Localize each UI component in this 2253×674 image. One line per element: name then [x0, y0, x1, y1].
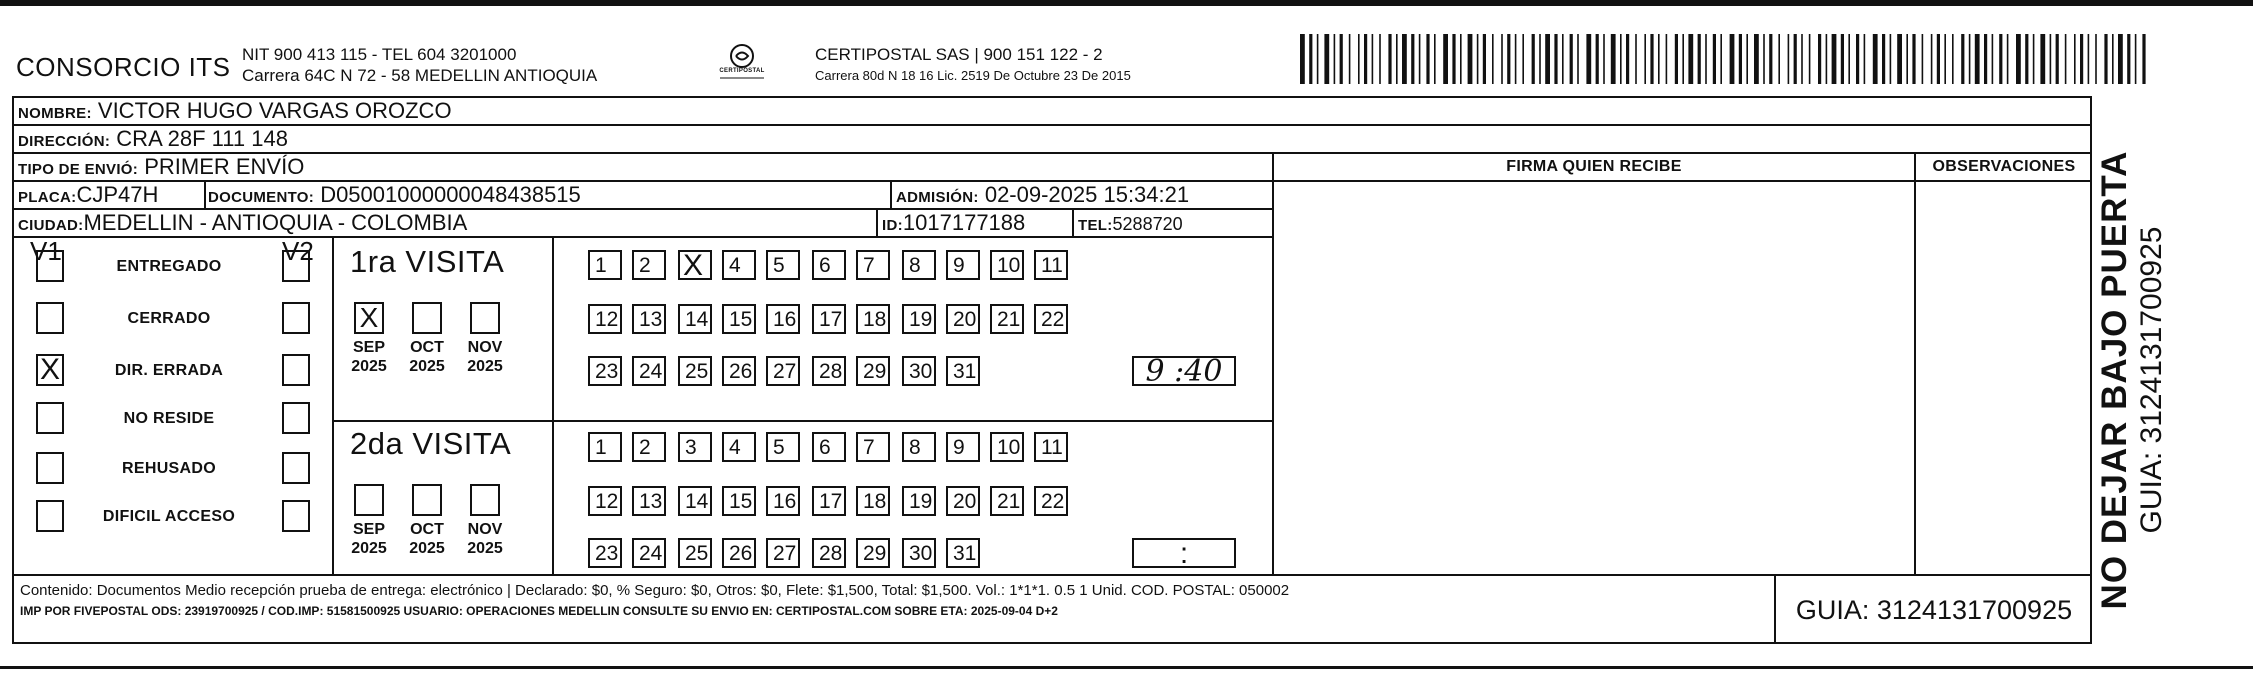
v2-checkbox[interactable] [282, 500, 310, 532]
barcode-bar [1468, 34, 1473, 84]
barcode-bar [1705, 34, 1707, 84]
day-box[interactable]: 16 [766, 486, 800, 516]
day-box[interactable]: 14 [678, 304, 712, 334]
id-cell [882, 210, 1025, 238]
barcode-bar [1562, 34, 1564, 84]
barcode-bar [1626, 34, 1629, 84]
barcode-bar [1931, 34, 1933, 84]
day-box[interactable]: X [678, 250, 712, 280]
day-box[interactable]: 25 [678, 356, 712, 386]
day-box[interactable]: 18 [856, 304, 890, 334]
barcode-bar [1515, 34, 1517, 84]
day-box[interactable]: 30 [902, 356, 936, 386]
side-notice [2095, 120, 2220, 640]
barcode-bar [2088, 34, 2090, 84]
time-box[interactable]: 9 :40 [1132, 356, 1236, 386]
day-box[interactable]: 11 [1034, 432, 1068, 462]
day-box[interactable]: 21 [990, 486, 1024, 516]
day-box[interactable]: 7 [856, 432, 890, 462]
barcode-bar [2080, 34, 2083, 84]
v1-checkbox[interactable]: X [36, 354, 64, 386]
barcode-bar [1452, 34, 1455, 84]
nombre-value: VICTOR HUGO VARGAS OROZCO [97, 98, 452, 123]
barcode-bar [1492, 34, 1494, 84]
barcode-bar [1658, 34, 1660, 84]
v1-header: V1 [30, 236, 62, 266]
day-box[interactable]: 18 [856, 486, 890, 516]
guia-number: GUIA: 3124131700925 [1774, 576, 2092, 644]
barcode-bar [1586, 34, 1591, 84]
day-box[interactable]: 21 [990, 304, 1024, 334]
barcode-bar [1746, 34, 1748, 84]
day-box[interactable]: 23 [588, 538, 622, 568]
month-checkbox[interactable] [470, 484, 500, 516]
barcode [1300, 34, 2150, 84]
tipo-value: PRIMER ENVÍO [144, 154, 305, 179]
barcode-bar [1644, 34, 1646, 84]
barcode-bar [1952, 34, 1954, 84]
barcode-bar [1769, 34, 1772, 84]
address-line: Carrera 64C N 72 - 58 MEDELLIN ANTIOQUIA [242, 66, 598, 85]
day-box[interactable]: 19 [902, 486, 936, 516]
admision-label: ADMISIÓN: [896, 189, 979, 206]
barcode-bar [2016, 34, 2021, 84]
v2-checkbox[interactable] [282, 452, 310, 484]
day-box[interactable]: 16 [766, 304, 800, 334]
barcode-bar [1666, 34, 1668, 84]
tel-cell [1078, 210, 1183, 238]
barcode-bar [1483, 34, 1486, 84]
day-box[interactable]: 10 [990, 250, 1024, 280]
month-name: NOV [467, 521, 503, 538]
barcode-bar [1713, 34, 1716, 84]
barcode-bar [1937, 34, 1940, 84]
bottom-border [0, 666, 2253, 669]
day-box[interactable]: 27 [766, 356, 800, 386]
barcode-bar [2112, 34, 2114, 84]
barcode-bar [1349, 34, 1351, 84]
logo-text: CERTIPOSTAL [719, 68, 765, 74]
day-box[interactable]: 27 [766, 538, 800, 568]
admision-value: 02-09-2025 15:34:21 [984, 182, 1190, 207]
status-label: CERRADO [127, 310, 211, 327]
row-direccion [14, 126, 2090, 154]
company-info [242, 44, 597, 86]
v2-checkbox[interactable] [282, 354, 310, 386]
status-label: DIFICIL ACCESO [102, 508, 236, 525]
day-box[interactable]: 29 [856, 356, 890, 386]
month-year: 2025 [467, 358, 503, 375]
footer-imp: IMP POR FIVEPOSTAL ODS: 23919700925 / COD.IMP: 51581500925 USUARIO: OPERACIONES MEDELLIN CONSULTE SU ENVIO EN: CERTIPOSTAL.COM SOBRE ETA: 2025-09-04 D+2 [20, 604, 1058, 618]
visit-title: 1ra VISITA [350, 244, 505, 279]
barcode-bar [1379, 34, 1381, 84]
day-box[interactable]: 12 [588, 304, 622, 334]
barcode-bar [1882, 34, 1885, 84]
day-box[interactable]: 7 [856, 250, 890, 280]
v2-checkbox[interactable] [282, 250, 310, 282]
status-label: ENTREGADO [116, 258, 222, 275]
barcode-bar [1426, 34, 1429, 84]
ciudad-value: MEDELLIN - ANTIOQUIA - COLOMBIA [83, 210, 468, 235]
day-box[interactable]: 3 [678, 432, 712, 462]
barcode-bar [2135, 34, 2137, 84]
day-box[interactable]: 31 [946, 356, 980, 386]
top-border [0, 0, 2253, 6]
barcode-bar [1890, 34, 1892, 84]
direccion-label: DIRECCIÓN: [18, 133, 111, 150]
barcode-bar [1848, 34, 1850, 84]
day-box[interactable]: 23 [588, 356, 622, 386]
barcode-bar [2074, 34, 2076, 84]
firma-header: FIRMA QUIEN RECIBE [1506, 158, 1682, 175]
barcode-bar [1984, 34, 1987, 84]
barcode-bar [1961, 34, 1964, 84]
barcode-bar [1841, 34, 1844, 84]
row-ciudad [14, 210, 1274, 238]
barcode-bar [1507, 34, 1510, 84]
day-box[interactable]: 5 [766, 250, 800, 280]
nombre-label: NOMBRE: [18, 105, 92, 122]
month-checkbox[interactable] [412, 302, 442, 334]
status-label: NO RESIDE [123, 410, 215, 427]
barcode-bar [1794, 34, 1797, 84]
month-checkbox[interactable] [470, 302, 500, 334]
day-box[interactable]: 6 [812, 250, 846, 280]
month-year: 2025 [409, 540, 445, 557]
barcode-bar [2040, 34, 2045, 84]
barcode-bar [1801, 34, 1803, 84]
side-guia-text: GUIA: 3124131700925 [2135, 226, 2168, 534]
status-label: DIR. ERRADA [114, 362, 224, 379]
barcode-bar [1501, 34, 1503, 84]
barcode-bar [1739, 34, 1742, 84]
month-year: 2025 [351, 358, 387, 375]
barcode-bar [1532, 34, 1535, 84]
divider-visit-title [552, 238, 554, 576]
certi-line: CERTIPOSTAL SAS | 900 151 122 - 2 [815, 45, 1103, 64]
barcode-bar [1477, 34, 1479, 84]
barcode-bar [1340, 34, 1343, 84]
barcode-bar [1309, 34, 1312, 84]
barcode-bar [1620, 34, 1622, 84]
barcode-bar [1688, 34, 1693, 84]
day-box[interactable]: 6 [812, 432, 846, 462]
barcode-bar [2104, 34, 2107, 84]
barcode-bar [1856, 34, 1859, 84]
divider-placa [204, 182, 206, 210]
barcode-bar [1364, 34, 1367, 84]
barcode-bar [1434, 34, 1436, 84]
month-checkbox[interactable] [412, 484, 442, 516]
barcode-bar [1912, 34, 1915, 84]
day-box[interactable]: 22 [1034, 486, 1068, 516]
barcode-bar [1372, 34, 1374, 84]
divider-admision [890, 182, 892, 210]
day-box[interactable]: 14 [678, 486, 712, 516]
day-box[interactable]: 11 [1034, 250, 1068, 280]
tel-value: 5288720 [1112, 214, 1183, 234]
barcode-bar [1554, 34, 1557, 84]
barcode-bar [2056, 34, 2059, 84]
barcode-bar [1334, 34, 1336, 84]
barcode-bar [1358, 34, 1360, 84]
divider-status [332, 238, 334, 576]
v2-checkbox[interactable] [282, 402, 310, 434]
barcode-bar [1443, 34, 1448, 84]
month-checkbox[interactable] [354, 484, 384, 516]
barcode-bar [1864, 34, 1866, 84]
nit-line: NIT 900 413 115 - TEL 604 3201000 [242, 45, 517, 64]
v1-checkbox[interactable] [36, 250, 64, 282]
id-label: ID: [882, 217, 903, 234]
company-name: CONSORCIO ITS [16, 52, 231, 82]
barcode-bar [1396, 34, 1398, 84]
barcode-bar [1611, 34, 1616, 84]
barcode-bar [1545, 34, 1550, 84]
barcode-bar [2050, 34, 2052, 84]
month-year: 2025 [409, 358, 445, 375]
divider-id [876, 210, 878, 238]
day-box[interactable]: 13 [632, 486, 666, 516]
row-placa [14, 182, 1274, 210]
day-box[interactable]: 28 [812, 538, 846, 568]
placa-label: PLACA: [18, 189, 77, 206]
barcode-bar [1975, 34, 1980, 84]
barcode-bar [1300, 34, 1305, 84]
barcode-bar [1992, 34, 1994, 84]
v1-checkbox[interactable] [36, 452, 64, 484]
day-box[interactable]: 30 [902, 538, 936, 568]
day-box[interactable]: 2 [632, 250, 666, 280]
barcode-bar [1999, 34, 2002, 84]
barcode-bar [1906, 34, 1908, 84]
day-box[interactable]: 4 [722, 250, 756, 280]
barcode-bar [2033, 34, 2035, 84]
month-year: 2025 [351, 540, 387, 557]
day-box[interactable]: 2 [632, 432, 666, 462]
day-box[interactable]: 9 [946, 250, 980, 280]
barcode-bar [1570, 34, 1573, 84]
month-name: SEP [352, 339, 385, 356]
day-box[interactable]: 15 [722, 304, 756, 334]
barcode-bar [1698, 34, 1701, 84]
footer-contenido: Contenido: Documentos Medio recepción prueba de entrega: electrónico | Declarado: $0, % Seguro: $0, Otros: $0, Flete: $1,500, Total: $1,500. Vol.: 1*1*1. 0.5 1 Unid. COD. POSTAL: 050002 [20, 582, 1290, 599]
barcode-bar [2118, 34, 2123, 84]
day-box[interactable]: 13 [632, 304, 666, 334]
barcode-bar [1809, 34, 1811, 84]
documento-value: D05001000000048438515 [320, 182, 581, 207]
row-nombre [14, 98, 2090, 126]
status-label: REHUSADO [122, 460, 216, 477]
divider-firma [1272, 154, 1274, 576]
barcode-bar [1778, 34, 1780, 84]
barcode-bar [2127, 34, 2130, 84]
day-box[interactable]: 26 [722, 356, 756, 386]
day-box[interactable]: 8 [902, 250, 936, 280]
barcode-bar [1324, 34, 1329, 84]
placa-value: CJP47H [76, 182, 159, 207]
month-name: OCT [410, 339, 444, 356]
barcode-bar [1402, 34, 1407, 84]
day-box[interactable]: 1 [588, 432, 622, 462]
barcode-bar [2142, 34, 2145, 84]
barcode-bar [2095, 34, 2097, 84]
barcode-bar [1460, 34, 1462, 84]
certipostal-logo [712, 40, 772, 88]
month-name: SEP [352, 521, 385, 538]
day-box[interactable]: 4 [722, 432, 756, 462]
side-main-text: NO DEJAR BAJO PUERTA [2095, 150, 2134, 610]
barcode-bar [1419, 34, 1421, 84]
barcode-bar [1539, 34, 1541, 84]
documento-cell [208, 182, 581, 210]
v1-checkbox[interactable] [36, 302, 64, 334]
day-box[interactable]: 8 [902, 432, 936, 462]
visit-title: 2da VISITA [350, 426, 512, 461]
documento-label: DOCUMENTO: [208, 189, 315, 206]
placa-cell [18, 182, 158, 210]
barcode-bar [1922, 34, 1924, 84]
barcode-bar [1603, 34, 1605, 84]
day-box[interactable]: 12 [588, 486, 622, 516]
barcode-bar [1788, 34, 1790, 84]
day-box[interactable]: 15 [722, 486, 756, 516]
divider-visits [332, 420, 1274, 422]
day-box[interactable]: 25 [678, 538, 712, 568]
month-name: NOV [467, 339, 503, 356]
barcode-bar [1730, 34, 1735, 84]
barcode-bar [1388, 34, 1391, 84]
month-year: 2025 [467, 540, 503, 557]
row-tipo [14, 154, 1274, 182]
divider-tel [1072, 210, 1074, 238]
direccion-value: CRA 28F 111 148 [116, 126, 288, 151]
day-box[interactable]: 24 [632, 538, 666, 568]
day-box[interactable]: 20 [946, 486, 980, 516]
admision-cell [896, 182, 1189, 210]
tel-label: TEL: [1078, 217, 1113, 234]
day-box[interactable]: 10 [990, 432, 1024, 462]
barcode-bar [1763, 34, 1765, 84]
day-box[interactable]: 26 [722, 538, 756, 568]
barcode-bar [1411, 34, 1414, 84]
delivery-form [12, 96, 2092, 644]
barcode-bar [1720, 34, 1722, 84]
tipo-label: TIPO DE ENVIÓ: [18, 161, 139, 178]
barcode-bar [1675, 34, 1678, 84]
day-box[interactable]: 1 [588, 250, 622, 280]
v1-checkbox[interactable] [36, 500, 64, 532]
day-box[interactable]: 22 [1034, 304, 1068, 334]
month-checkbox[interactable]: X [354, 302, 384, 334]
barcode-bar [1577, 34, 1579, 84]
barcode-bar [1635, 34, 1637, 84]
barcode-bar [1873, 34, 1878, 84]
barcode-bar [1944, 34, 1946, 84]
observaciones-header: OBSERVACIONES [1932, 158, 2076, 175]
time-box[interactable]: : [1132, 538, 1236, 568]
barcode-bar [1826, 34, 1828, 84]
barcode-bar [2007, 34, 2009, 84]
certi-sub: Carrera 80d N 18 16 Lic. 2519 De Octubre 23 De 2015 [815, 68, 1131, 83]
month-name: OCT [410, 521, 444, 538]
v2-header: V2 [282, 236, 314, 266]
day-box[interactable]: 19 [902, 304, 936, 334]
day-box[interactable]: 17 [812, 486, 846, 516]
day-box[interactable]: 31 [946, 538, 980, 568]
divider-observaciones [1914, 154, 1916, 576]
barcode-bar [1754, 34, 1759, 84]
barcode-bar [1969, 34, 1971, 84]
barcode-bar [1682, 34, 1684, 84]
day-box[interactable]: 9 [946, 432, 980, 462]
barcode-bar [1897, 34, 1902, 84]
barcode-bar [1317, 34, 1319, 84]
day-box[interactable]: 17 [812, 304, 846, 334]
v1-checkbox[interactable] [36, 402, 64, 434]
certipostal-info [815, 44, 1131, 86]
barcode-bar [1522, 34, 1524, 84]
day-box[interactable]: 28 [812, 356, 846, 386]
barcode-bar [2025, 34, 2028, 84]
id-value: 1017177188 [902, 210, 1026, 235]
barcode-bar [1818, 34, 1821, 84]
barcode-bar [1596, 34, 1599, 84]
ciudad-cell [18, 210, 467, 238]
day-box[interactable]: 20 [946, 304, 980, 334]
ciudad-label: CIUDAD: [18, 217, 84, 234]
day-box[interactable]: 5 [766, 432, 800, 462]
barcode-bar [1650, 34, 1653, 84]
day-box[interactable]: 29 [856, 538, 890, 568]
barcode-bar [2065, 34, 2067, 84]
barcode-bar [1832, 34, 1837, 84]
column-header-line [1272, 180, 2090, 182]
day-box[interactable]: 24 [632, 356, 666, 386]
v2-checkbox[interactable] [282, 302, 310, 334]
